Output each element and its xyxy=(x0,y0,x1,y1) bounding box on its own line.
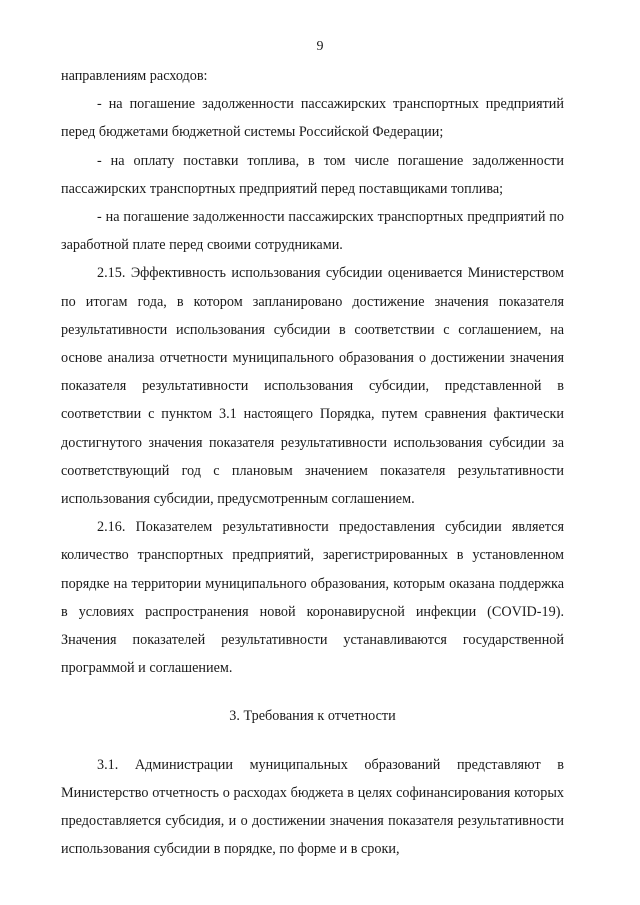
section-heading: 3. Требования к отчетности xyxy=(229,708,396,725)
paragraph-2-16: 2.16. Показателем результативности предоставления субсидии является количество транспортных предприятий, зарегистрированных в установленном порядке на территории муниципального образования, которым оказана поддержка в условиях распространения новой коронавирусной инфекции (COVID-19). Значения показателей результативности устанавливаются государственной программой и соглашением. xyxy=(61,519,564,677)
page-number: 9 xyxy=(316,39,324,54)
list-item-salary-debt: - на погашение задолженности пассажирских транспортных предприятий по заработной плате перед своими сотрудниками. xyxy=(61,209,564,254)
paragraph-continuation: направлениям расходов: xyxy=(61,68,208,84)
document-body xyxy=(61,62,564,863)
list-item-tax-debt: - на погашение задолженности пассажирских транспортных предприятий перед бюджетами бюджетной системы Российской Федерации; xyxy=(61,96,564,141)
list-item-fuel-debt: - на оплату поставки топлива, в том числе погашение задолженности пассажирских транспортных предприятий перед поставщиками топлива; xyxy=(61,152,564,197)
paragraph-3-1: 3.1. Администрации муниципальных образований представляют в Министерство отчетность о расходах бюджета в целях софинансирования которых предоставляется субсидия, и о достижении значения показателя результативности использования субсидии в порядке, по форме и в сроки, xyxy=(61,756,564,858)
paragraph-2-15: 2.15. Эффективность использования субсидии оценивается Министерством по итогам года, в котором запланировано достижение значения показателя результативности использования субсидии в соответствии с соглашением, на основе анализа отчетности муниципального образования о достижении значения показателя результативности использования субсидии, представленной в соответствии с пунктом 3.1 настоящего Порядка, путем сравнения фактически достигнутого значения показателя результативности использования субсидии за соответствующий год с плановым значением показателя результативности использования субсидии, предусмотренным соглашением. xyxy=(61,265,564,508)
